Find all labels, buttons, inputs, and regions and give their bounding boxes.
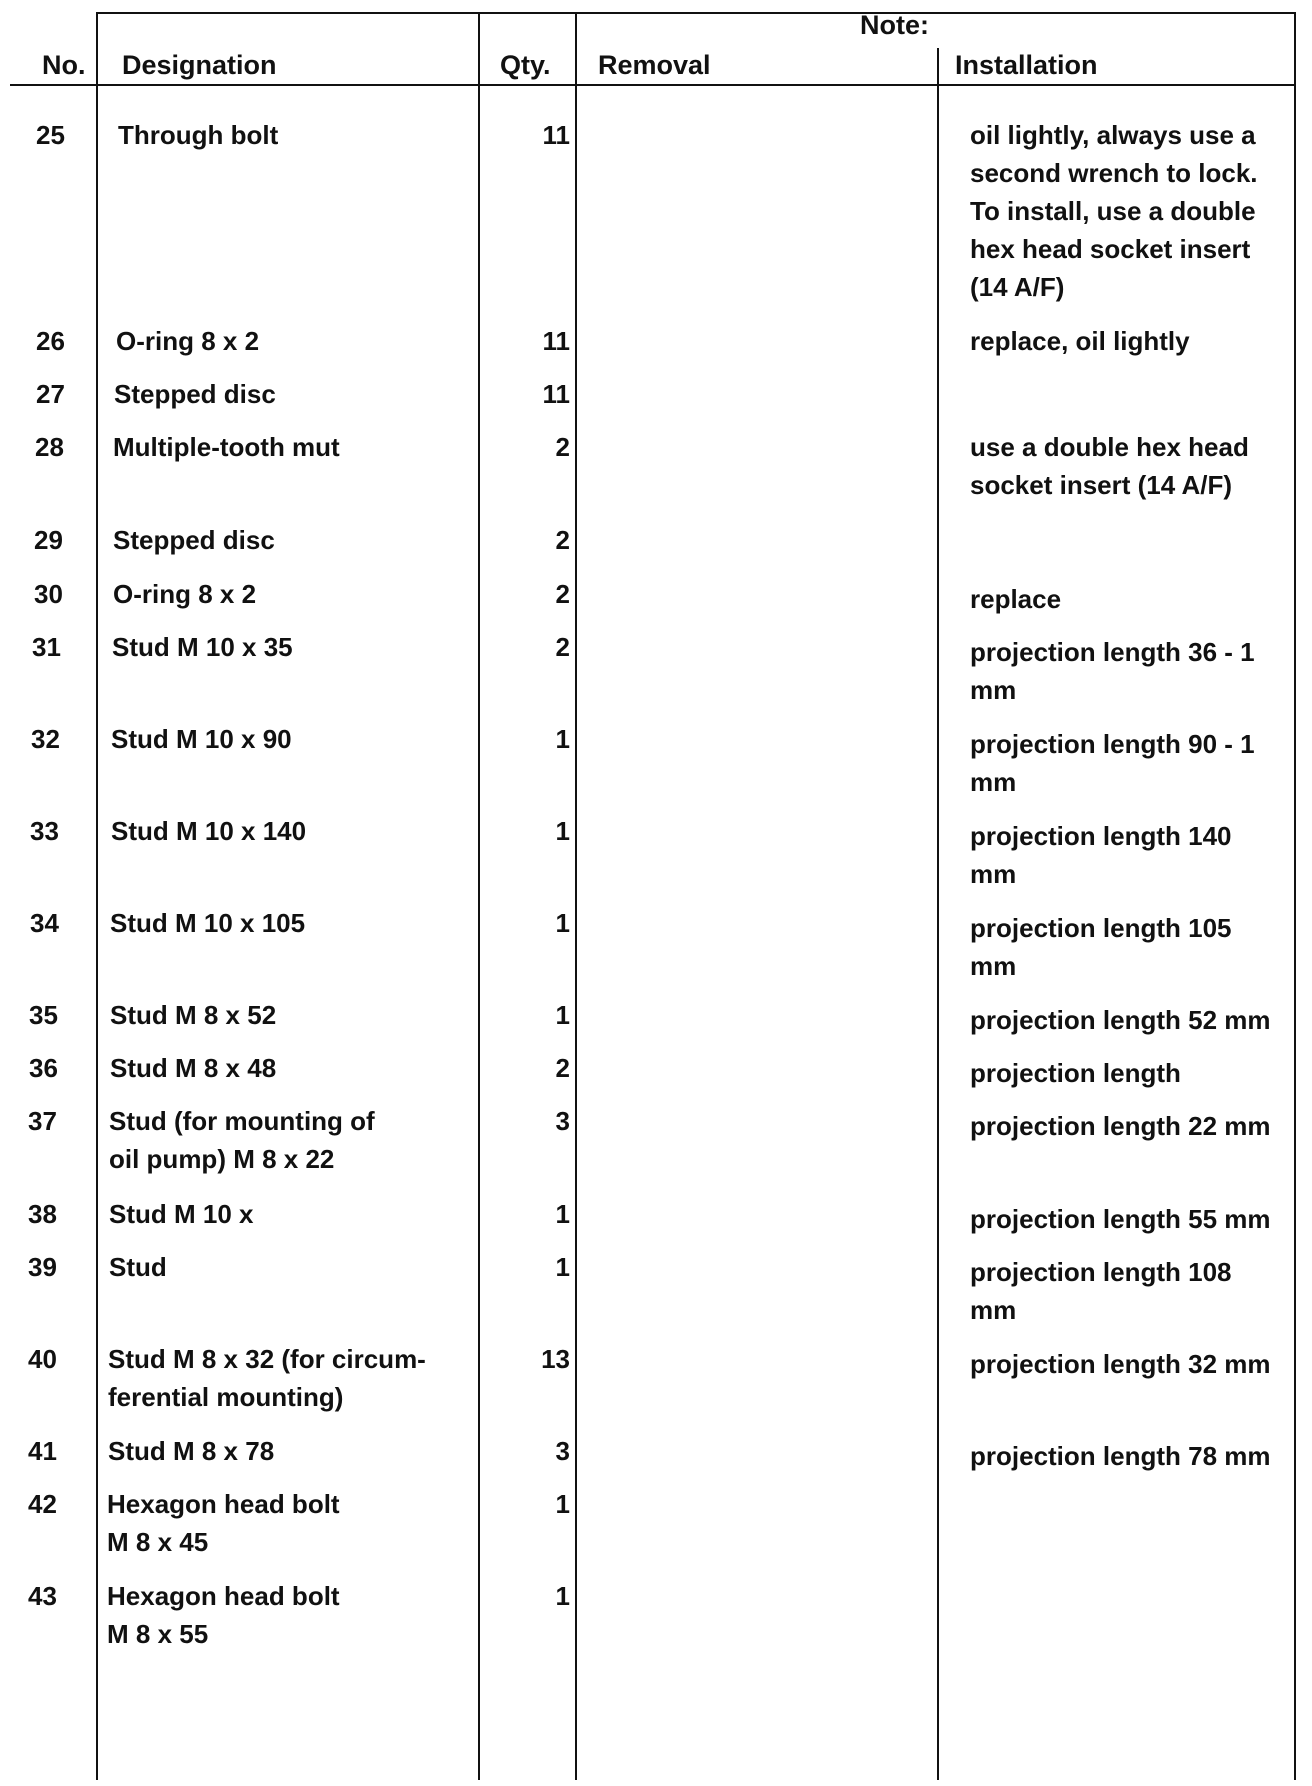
installation-note: projection length 140 mm <box>970 821 1232 889</box>
part-designation: O-ring 8 x 2 <box>113 579 257 609</box>
installation-note: projection length 36 - 1 mm <box>970 637 1255 705</box>
part-designation: Stud M 8 x 78 <box>108 1436 275 1466</box>
part-quantity: 1 <box>555 1581 570 1611</box>
part-designation: Stud M 10 x 140 <box>111 816 307 846</box>
part-number: 43 <box>28 1581 57 1611</box>
part-quantity: 2 <box>555 632 570 662</box>
column-divider-qty <box>575 12 577 1780</box>
part-quantity: 1 <box>555 1199 570 1229</box>
part-designation: Stud <box>109 1252 167 1282</box>
part-number: 38 <box>28 1199 57 1229</box>
installation-note: projection length 22 mm <box>970 1111 1271 1141</box>
part-number: 39 <box>28 1252 57 1282</box>
part-designation: Stud M 8 x 52 <box>110 1000 277 1030</box>
header-installation: Installation <box>955 50 1098 80</box>
header-qty: Qty. <box>500 50 551 80</box>
part-number: 27 <box>36 379 65 409</box>
part-quantity: 2 <box>555 579 570 609</box>
part-number: 36 <box>29 1053 58 1083</box>
part-designation-line2: M 8 x 45 <box>107 1527 209 1557</box>
part-designation: Stud (for mounting of <box>109 1106 375 1136</box>
installation-note: projection length 55 mm <box>970 1204 1271 1234</box>
part-number: 30 <box>34 579 63 609</box>
installation-note: projection length 32 mm <box>970 1349 1271 1379</box>
part-number: 33 <box>30 816 59 846</box>
part-designation: Stud M 10 x 105 <box>110 908 306 938</box>
installation-note: projection length 90 - 1 mm <box>970 729 1255 797</box>
part-quantity: 1 <box>555 724 570 754</box>
table-top-border <box>96 12 1296 14</box>
part-designation-line2: oil pump) M 8 x 22 <box>109 1144 335 1174</box>
part-number: 32 <box>31 724 60 754</box>
part-designation: Hexagon head bolt <box>107 1581 340 1611</box>
part-designation: Hexagon head bolt <box>107 1489 340 1519</box>
installation-note: projection length 52 mm <box>970 1005 1271 1035</box>
installation-note: projection length 108 mm <box>970 1257 1232 1325</box>
part-designation: Stepped disc <box>113 525 275 555</box>
column-divider-no <box>96 12 98 1780</box>
part-designation-line2: ferential mounting) <box>108 1382 344 1412</box>
header-note: Note: <box>860 10 929 40</box>
installation-note: projection length 105 mm <box>970 913 1232 981</box>
column-divider-designation <box>478 12 480 1780</box>
part-designation: Stud M 10 x 35 <box>112 632 293 662</box>
part-number: 40 <box>28 1344 57 1374</box>
part-designation: Stepped disc <box>114 379 276 409</box>
part-quantity: 3 <box>555 1436 570 1466</box>
part-number: 29 <box>34 525 63 555</box>
installation-note: projection length 78 mm <box>970 1441 1271 1471</box>
part-number: 41 <box>28 1436 57 1466</box>
part-quantity: 11 <box>542 326 570 356</box>
part-quantity: 1 <box>555 908 570 938</box>
part-designation: Stud M 10 x <box>109 1199 254 1229</box>
part-quantity: 1 <box>555 1252 570 1282</box>
installation-note: use a double hex head socket insert (14 A/F) <box>970 432 1249 500</box>
part-number: 31 <box>32 632 61 662</box>
part-designation: Multiple-tooth mut <box>113 432 340 462</box>
header-designation: Designation <box>122 50 277 80</box>
part-designation: Stud M 10 x 90 <box>111 724 292 754</box>
part-number: 34 <box>30 908 59 938</box>
part-number: 42 <box>28 1489 57 1519</box>
part-quantity: 13 <box>541 1344 570 1374</box>
part-designation: O-ring 8 x 2 <box>116 326 260 356</box>
part-quantity: 1 <box>555 1000 570 1030</box>
installation-note: replace, oil lightly <box>970 326 1190 356</box>
header-bottom-border <box>10 84 1296 86</box>
table-right-border <box>1294 12 1296 1780</box>
part-quantity: 1 <box>555 1489 570 1519</box>
part-number: 28 <box>35 432 64 462</box>
part-quantity: 2 <box>555 1053 570 1083</box>
part-number: 26 <box>36 326 65 356</box>
installation-note: projection length <box>970 1058 1181 1088</box>
column-divider-removal <box>937 48 939 1780</box>
part-designation: Through bolt <box>118 120 279 150</box>
header-no: No. <box>42 50 86 80</box>
installation-note: oil lightly, always use a second wrench to lock. To install, use a double hex head socket insert (14 A/F) <box>970 120 1258 302</box>
part-number: 25 <box>36 120 65 150</box>
part-quantity: 3 <box>555 1106 570 1136</box>
part-designation: Stud M 8 x 48 <box>110 1053 277 1083</box>
part-quantity: 2 <box>555 432 570 462</box>
part-quantity: 11 <box>542 379 570 409</box>
installation-note: replace <box>970 584 1062 614</box>
part-quantity: 1 <box>555 816 570 846</box>
part-quantity: 11 <box>542 120 570 150</box>
header-removal: Removal <box>598 50 711 80</box>
part-designation: Stud M 8 x 32 (for circum- <box>108 1344 426 1374</box>
part-number: 37 <box>28 1106 57 1136</box>
part-designation-line2: M 8 x 55 <box>107 1619 209 1649</box>
part-number: 35 <box>29 1000 58 1030</box>
part-quantity: 2 <box>555 525 570 555</box>
